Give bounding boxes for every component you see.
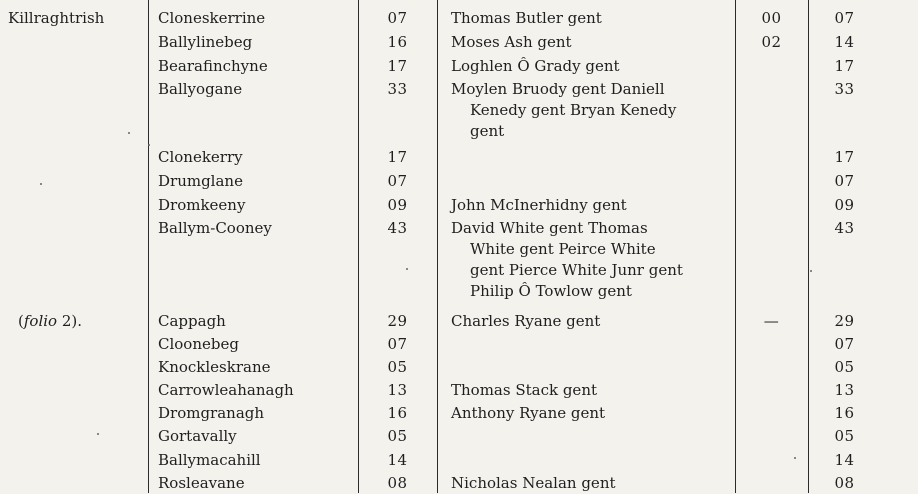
total-value: 14 [834,33,855,51]
total-value: 17 [834,57,855,75]
proprietor-entry [451,79,729,142]
total-value: 07 [834,172,855,190]
acreage-value: 29 [387,312,408,330]
proprietor-line: Charles Ryane gent [451,312,601,330]
proprietor-entry [451,56,729,77]
folio-reference: (folio 2). [18,312,83,330]
unprofitable-value: — [763,312,780,330]
total-value: 13 [834,381,855,399]
column-divider [437,0,438,493]
total-value: 09 [834,196,855,214]
total-value: 29 [834,312,855,330]
proprietor-line: Anthony Ryane gent [451,404,606,422]
unprofitable-value: 00 [761,9,782,27]
townland-name: Cloneskerrine [158,9,266,27]
acreage-value: 07 [387,9,408,27]
proprietor-line: Nicholas Nealan gent [451,474,616,492]
proprietor-line: gent [470,122,505,140]
townland-name: Cloonebeg [158,335,239,353]
paper-speck [794,457,796,459]
proprietor-entry [451,380,729,401]
acreage-value: 13 [387,381,408,399]
acreage-value: 07 [387,172,408,190]
total-value: 07 [834,9,855,27]
acreage-value: 43 [387,219,408,237]
townland-name: Carrowleahanagh [158,381,294,399]
unprofitable-value: 02 [761,33,782,51]
parish-name: Killraghtrish [8,9,105,27]
proprietor-entry [451,218,729,302]
total-value: 07 [834,335,855,353]
townland-name: Knockleskrane [158,358,271,376]
townland-name: Ballymacahill [158,451,261,469]
total-value: 08 [834,474,855,492]
proprietor-line: White gent Peirce White [470,240,656,258]
acreage-value: 16 [387,404,408,422]
townland-name: Ballym-Cooney [158,219,272,237]
proprietor-line: Loghlen Ô Grady gent [451,57,620,75]
acreage-value: 14 [387,451,408,469]
acreage-value: 09 [387,196,408,214]
townland-name: Ballyogane [158,80,243,98]
proprietor-line: David White gent Thomas [451,219,648,237]
townland-name: Dromgranagh [158,404,265,422]
townland-name: Ballylinebeg [158,33,253,51]
townland-name: Cappagh [158,312,226,330]
proprietor-line: Moses Ash gent [451,33,572,51]
paper-speck [128,132,130,134]
total-value: 16 [834,404,855,422]
proprietor-line: Moylen Bruody gent Daniell [451,80,665,98]
acreage-value: 17 [387,57,408,75]
proprietor-line: gent Pierce White Junr gent [470,261,683,279]
proprietor-line: Thomas Stack gent [451,381,598,399]
column-divider [735,0,736,493]
townland-name: Gortavally [158,427,237,445]
proprietor-line: Philip Ô Towlow gent [470,282,632,300]
proprietor-line: Kenedy gent Bryan Kenedy [470,101,677,119]
proprietor-entry [451,8,729,29]
total-value: 43 [834,219,855,237]
acreage-value: 33 [387,80,408,98]
column-divider [148,0,149,493]
townland-name: Clonekerry [158,148,243,166]
paper-speck [406,268,408,270]
townland-name: Drumglane [158,172,243,190]
townland-name: Dromkeeny [158,196,246,214]
proprietor-entry [451,473,729,494]
paper-speck [810,270,812,272]
proprietor-line: John McInerhidny gent [451,196,627,214]
total-value: 05 [834,427,855,445]
townland-name: Rosleavane [158,474,245,492]
total-value: 14 [834,451,855,469]
total-value: 33 [834,80,855,98]
proprietor-line: Thomas Butler gent [451,9,602,27]
acreage-value: 17 [387,148,408,166]
acreage-value: 07 [387,335,408,353]
paper-speck [97,433,99,435]
paper-speck [40,183,42,185]
townland-name: Bearafinchyne [158,57,268,75]
proprietor-entry [451,32,729,53]
paper-speck [148,144,150,146]
proprietor-entry [451,195,729,216]
acreage-value: 05 [387,358,408,376]
proprietor-entry [451,311,729,332]
acreage-value: 05 [387,427,408,445]
acreage-value: 08 [387,474,408,492]
total-value: 05 [834,358,855,376]
total-value: 17 [834,148,855,166]
proprietor-entry [451,403,729,424]
acreage-value: 16 [387,33,408,51]
